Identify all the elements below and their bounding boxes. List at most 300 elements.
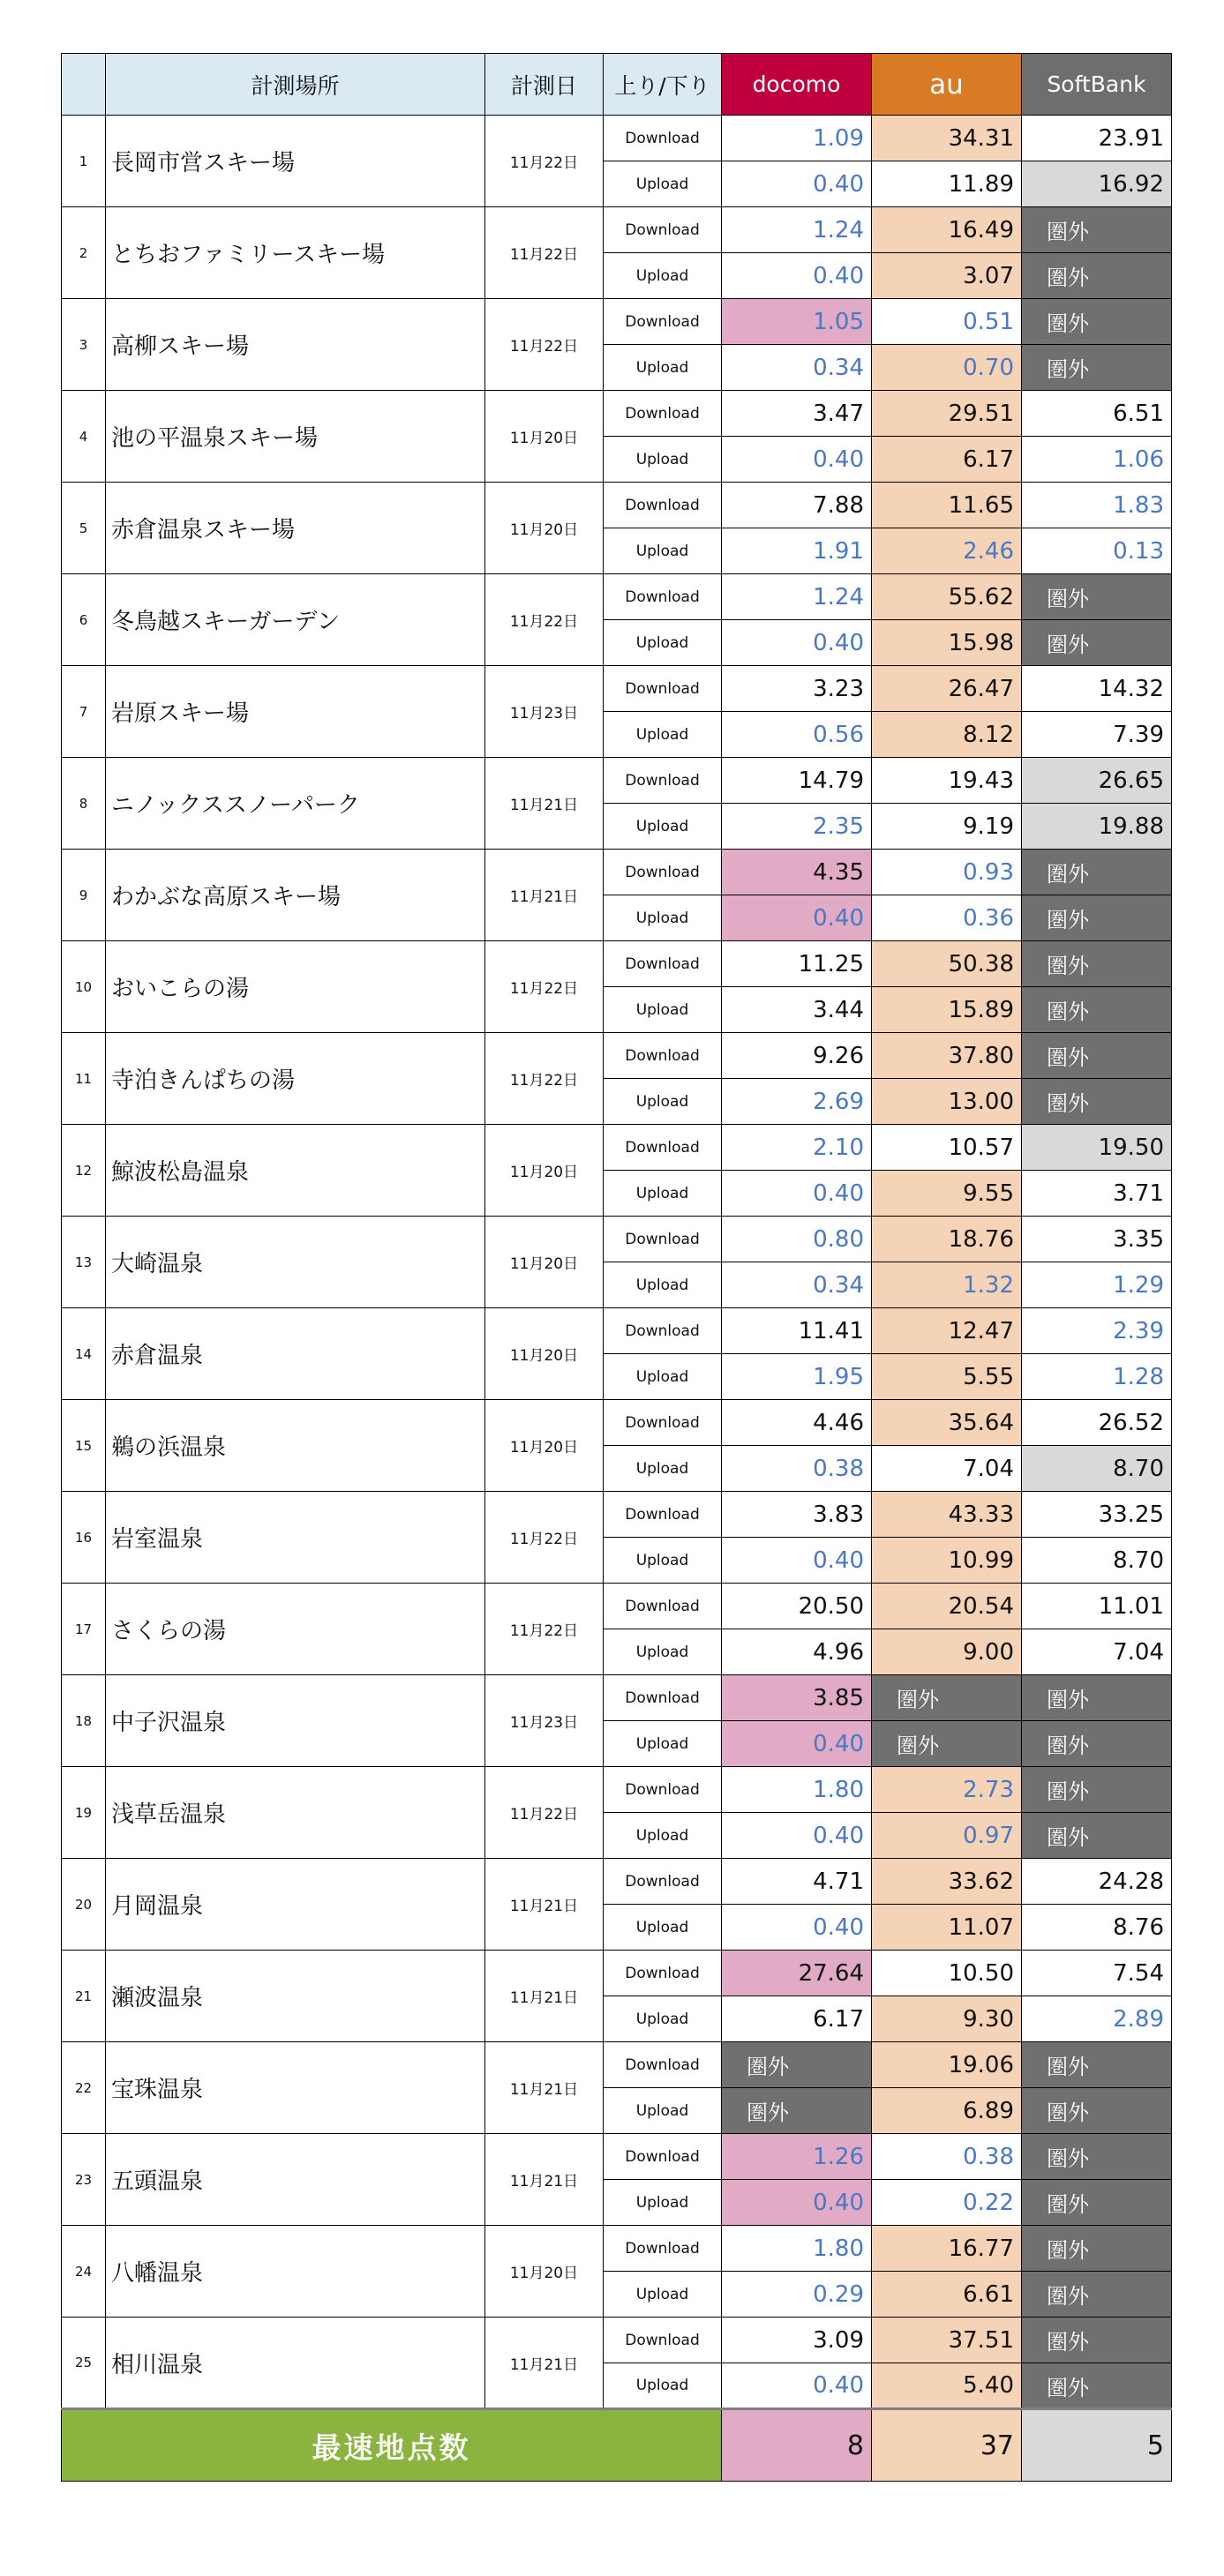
location-name: 瀬波温泉 [106, 1951, 485, 2042]
table-row-download [62, 1584, 1172, 1629]
direction-label: Download [604, 574, 722, 620]
au-value: 1.32 [872, 1262, 1022, 1308]
measure-date: 11月20日 [485, 1125, 604, 1217]
direction-label: Upload [604, 528, 722, 574]
summary-docomo: 8 [722, 2409, 872, 2482]
row-number: 13 [62, 1217, 106, 1308]
row-number: 14 [62, 1308, 106, 1400]
summary-label: 最速地点数 [62, 2409, 722, 2482]
softbank-value: 7.39 [1022, 712, 1172, 758]
au-value: 2.46 [872, 528, 1022, 574]
au-value: 圏外 [872, 1675, 1022, 1721]
docomo-value: 3.85 [722, 1675, 872, 1721]
softbank-value: 11.01 [1022, 1584, 1172, 1629]
softbank-value: 圏外 [1022, 2180, 1172, 2226]
row-number: 16 [62, 1492, 106, 1584]
direction-label: Upload [604, 1629, 722, 1675]
softbank-value: 圏外 [1022, 2042, 1172, 2088]
location-name: 鯨波松島温泉 [106, 1125, 485, 1217]
softbank-value: 圏外 [1022, 1813, 1172, 1859]
softbank-value: 圏外 [1022, 574, 1172, 620]
softbank-value: 33.25 [1022, 1492, 1172, 1538]
direction-label: Download [604, 1125, 722, 1171]
softbank-value: 圏外 [1022, 1721, 1172, 1767]
location-name: 岩室温泉 [106, 1492, 485, 1584]
docomo-value: 1.05 [722, 299, 872, 345]
measure-date: 11月22日 [485, 1584, 604, 1675]
direction-label: Download [604, 299, 722, 345]
direction-label: Download [604, 1217, 722, 1262]
direction-label: Download [604, 207, 722, 253]
softbank-value: 圏外 [1022, 299, 1172, 345]
measure-date: 11月21日 [485, 2134, 604, 2226]
softbank-value: 24.28 [1022, 1859, 1172, 1905]
table-row-download [62, 2318, 1172, 2363]
softbank-value: 3.35 [1022, 1217, 1172, 1262]
softbank-value: 圏外 [1022, 2088, 1172, 2134]
softbank-value: 圏外 [1022, 941, 1172, 987]
au-value: 5.40 [872, 2363, 1022, 2409]
direction-label: Upload [604, 2272, 722, 2318]
docomo-value: 0.40 [722, 620, 872, 666]
table-row-download [62, 1859, 1172, 1905]
au-value: 0.70 [872, 345, 1022, 391]
row-number: 21 [62, 1951, 106, 2042]
direction-label: Upload [604, 1996, 722, 2042]
measure-date: 11月22日 [485, 116, 604, 207]
softbank-value: 圏外 [1022, 2318, 1172, 2363]
au-value: 37.51 [872, 2318, 1022, 2363]
direction-label: Download [604, 758, 722, 804]
measure-date: 11月22日 [485, 1033, 604, 1125]
softbank-value: 圏外 [1022, 253, 1172, 299]
row-number: 11 [62, 1033, 106, 1125]
softbank-value: 19.88 [1022, 804, 1172, 850]
direction-label: Upload [604, 1538, 722, 1584]
softbank-value: 圏外 [1022, 2272, 1172, 2318]
docomo-value: 4.35 [722, 850, 872, 895]
direction-label: Upload [604, 1813, 722, 1859]
softbank-value: 1.06 [1022, 437, 1172, 483]
location-name: 相川温泉 [106, 2318, 485, 2409]
au-value: 37.80 [872, 1033, 1022, 1079]
softbank-value: 圏外 [1022, 345, 1172, 391]
location-name: 浅草岳温泉 [106, 1767, 485, 1859]
row-number: 8 [62, 758, 106, 850]
softbank-value: 圏外 [1022, 2363, 1172, 2409]
measure-date: 11月23日 [485, 666, 604, 758]
direction-label: Upload [604, 1171, 722, 1217]
softbank-value: 16.92 [1022, 161, 1172, 207]
softbank-value: 7.54 [1022, 1951, 1172, 1996]
direction-label: Upload [604, 345, 722, 391]
docomo-value: 3.09 [722, 2318, 872, 2363]
softbank-value: 2.39 [1022, 1308, 1172, 1354]
au-value: 8.12 [872, 712, 1022, 758]
measure-date: 11月20日 [485, 2226, 604, 2318]
table-row-download [62, 1951, 1172, 1996]
direction-label: Upload [604, 2088, 722, 2134]
docomo-value: 3.47 [722, 391, 872, 437]
docomo-value: 0.40 [722, 2363, 872, 2409]
softbank-value: 1.29 [1022, 1262, 1172, 1308]
docomo-value: 0.40 [722, 1721, 872, 1767]
row-number: 7 [62, 666, 106, 758]
direction-label: Download [604, 666, 722, 712]
direction-label: Upload [604, 1721, 722, 1767]
header-au: au [872, 54, 1022, 116]
location-name: 八幡温泉 [106, 2226, 485, 2318]
au-value: 10.57 [872, 1125, 1022, 1171]
location-name: 赤倉温泉スキー場 [106, 483, 485, 574]
direction-label: Download [604, 1033, 722, 1079]
au-value: 0.51 [872, 299, 1022, 345]
header-row [62, 54, 1172, 116]
row-number: 17 [62, 1584, 106, 1675]
softbank-value: 圏外 [1022, 620, 1172, 666]
measure-date: 11月20日 [485, 483, 604, 574]
docomo-value: 27.64 [722, 1951, 872, 1996]
header-no [62, 54, 106, 116]
row-number: 15 [62, 1400, 106, 1492]
docomo-value: 0.38 [722, 1446, 872, 1492]
docomo-value: 0.40 [722, 161, 872, 207]
table-row-download [62, 1217, 1172, 1262]
softbank-value: 圏外 [1022, 987, 1172, 1033]
docomo-value: 0.40 [722, 1538, 872, 1584]
row-number: 23 [62, 2134, 106, 2226]
direction-label: Upload [604, 620, 722, 666]
location-name: 岩原スキー場 [106, 666, 485, 758]
direction-label: Download [604, 1400, 722, 1446]
row-number: 24 [62, 2226, 106, 2318]
au-value: 11.07 [872, 1905, 1022, 1951]
docomo-value: 0.40 [722, 1813, 872, 1859]
au-value: 10.99 [872, 1538, 1022, 1584]
table-row-download [62, 1492, 1172, 1538]
direction-label: Download [604, 1308, 722, 1354]
au-value: 圏外 [872, 1721, 1022, 1767]
softbank-value: 26.52 [1022, 1400, 1172, 1446]
au-value: 7.04 [872, 1446, 1022, 1492]
table-body [62, 116, 1172, 2409]
direction-label: Upload [604, 1262, 722, 1308]
location-name: おいこらの湯 [106, 941, 485, 1033]
docomo-value: 1.91 [722, 528, 872, 574]
au-value: 55.62 [872, 574, 1022, 620]
header-date: 計測日 [485, 54, 604, 116]
docomo-value: 1.09 [722, 116, 872, 161]
docomo-value: 1.80 [722, 1767, 872, 1813]
summary-au: 37 [872, 2409, 1022, 2482]
location-name: わかぶな高原スキー場 [106, 850, 485, 941]
direction-label: Download [604, 483, 722, 528]
direction-label: Upload [604, 895, 722, 941]
row-number: 19 [62, 1767, 106, 1859]
docomo-value: 6.17 [722, 1996, 872, 2042]
row-number: 1 [62, 116, 106, 207]
au-value: 11.89 [872, 161, 1022, 207]
au-value: 6.61 [872, 2272, 1022, 2318]
direction-label: Upload [604, 2363, 722, 2409]
docomo-value: 0.40 [722, 1171, 872, 1217]
au-value: 20.54 [872, 1584, 1022, 1629]
direction-label: Download [604, 2134, 722, 2180]
location-name: 高柳スキー場 [106, 299, 485, 391]
softbank-value: 3.71 [1022, 1171, 1172, 1217]
table-row-download [62, 1308, 1172, 1354]
docomo-value: 7.88 [722, 483, 872, 528]
docomo-value: 2.35 [722, 804, 872, 850]
docomo-value: 圏外 [722, 2088, 872, 2134]
docomo-value: 3.44 [722, 987, 872, 1033]
header-direction: 上り/下り [604, 54, 722, 116]
docomo-value: 1.24 [722, 574, 872, 620]
measure-date: 11月20日 [485, 1217, 604, 1308]
au-value: 9.30 [872, 1996, 1022, 2042]
measure-date: 11月22日 [485, 299, 604, 391]
au-value: 19.43 [872, 758, 1022, 804]
docomo-value: 2.10 [722, 1125, 872, 1171]
au-value: 9.19 [872, 804, 1022, 850]
docomo-value: 0.34 [722, 345, 872, 391]
au-value: 6.17 [872, 437, 1022, 483]
au-value: 0.22 [872, 2180, 1022, 2226]
softbank-value: 2.89 [1022, 1996, 1172, 2042]
location-name: とちおファミリースキー場 [106, 207, 485, 299]
direction-label: Download [604, 1767, 722, 1813]
au-value: 9.55 [872, 1171, 1022, 1217]
softbank-value: 圏外 [1022, 2134, 1172, 2180]
softbank-value: 19.50 [1022, 1125, 1172, 1171]
measure-date: 11月21日 [485, 2318, 604, 2409]
row-number: 10 [62, 941, 106, 1033]
direction-label: Upload [604, 1905, 722, 1951]
direction-label: Download [604, 850, 722, 895]
measure-date: 11月21日 [485, 1951, 604, 2042]
header-softbank: SoftBank [1022, 54, 1172, 116]
direction-label: Upload [604, 804, 722, 850]
direction-label: Upload [604, 987, 722, 1033]
row-number: 5 [62, 483, 106, 574]
summary-row [62, 2409, 1172, 2482]
measure-date: 11月21日 [485, 1859, 604, 1951]
au-value: 0.38 [872, 2134, 1022, 2180]
softbank-value: 圏外 [1022, 895, 1172, 941]
location-name: 月岡温泉 [106, 1859, 485, 1951]
docomo-value: 1.80 [722, 2226, 872, 2272]
table-row-download [62, 1675, 1172, 1721]
direction-label: Download [604, 1675, 722, 1721]
row-number: 2 [62, 207, 106, 299]
direction-label: Download [604, 1951, 722, 1996]
table-row-download [62, 207, 1172, 253]
location-name: 宝珠温泉 [106, 2042, 485, 2134]
row-number: 4 [62, 391, 106, 483]
docomo-value: 0.29 [722, 2272, 872, 2318]
docomo-value: 3.83 [722, 1492, 872, 1538]
measure-date: 11月21日 [485, 758, 604, 850]
au-value: 0.97 [872, 1813, 1022, 1859]
measure-date: 11月22日 [485, 1492, 604, 1584]
direction-label: Upload [604, 437, 722, 483]
direction-label: Download [604, 2042, 722, 2088]
speed-test-table [61, 53, 1172, 2482]
table-row-download [62, 758, 1172, 804]
au-value: 33.62 [872, 1859, 1022, 1905]
docomo-value: 0.34 [722, 1262, 872, 1308]
au-value: 16.49 [872, 207, 1022, 253]
au-value: 26.47 [872, 666, 1022, 712]
measure-date: 11月22日 [485, 941, 604, 1033]
measure-date: 11月21日 [485, 2042, 604, 2134]
docomo-value: 2.69 [722, 1079, 872, 1125]
direction-label: Download [604, 391, 722, 437]
measure-date: 11月20日 [485, 1400, 604, 1492]
docomo-value: 0.40 [722, 253, 872, 299]
au-value: 29.51 [872, 391, 1022, 437]
row-number: 9 [62, 850, 106, 941]
location-name: 大崎温泉 [106, 1217, 485, 1308]
softbank-value: 圏外 [1022, 2226, 1172, 2272]
table-row-download [62, 1400, 1172, 1446]
summary-softbank: 5 [1022, 2409, 1172, 2482]
table-row-download [62, 116, 1172, 161]
measure-date: 11月22日 [485, 574, 604, 666]
docomo-value: 9.26 [722, 1033, 872, 1079]
direction-label: Upload [604, 161, 722, 207]
location-name: 池の平温泉スキー場 [106, 391, 485, 483]
au-value: 0.36 [872, 895, 1022, 941]
softbank-value: 0.13 [1022, 528, 1172, 574]
au-value: 6.89 [872, 2088, 1022, 2134]
table-row-download [62, 574, 1172, 620]
table-row-download [62, 2134, 1172, 2180]
row-number: 6 [62, 574, 106, 666]
table-row-download [62, 1767, 1172, 1813]
softbank-value: 7.04 [1022, 1629, 1172, 1675]
docomo-value: 0.40 [722, 437, 872, 483]
docomo-value: 11.25 [722, 941, 872, 987]
au-value: 16.77 [872, 2226, 1022, 2272]
row-number: 22 [62, 2042, 106, 2134]
au-value: 9.00 [872, 1629, 1022, 1675]
docomo-value: 圏外 [722, 2042, 872, 2088]
docomo-value: 0.80 [722, 1217, 872, 1262]
au-value: 15.98 [872, 620, 1022, 666]
softbank-value: 23.91 [1022, 116, 1172, 161]
measure-date: 11月23日 [485, 1675, 604, 1767]
softbank-value: 8.76 [1022, 1905, 1172, 1951]
docomo-value: 1.26 [722, 2134, 872, 2180]
softbank-value: 1.83 [1022, 483, 1172, 528]
au-value: 3.07 [872, 253, 1022, 299]
docomo-value: 1.24 [722, 207, 872, 253]
header-docomo: docomo [722, 54, 872, 116]
location-name: ニノックススノーパーク [106, 758, 485, 850]
location-name: 中子沢温泉 [106, 1675, 485, 1767]
docomo-value: 11.41 [722, 1308, 872, 1354]
direction-label: Download [604, 941, 722, 987]
row-number: 18 [62, 1675, 106, 1767]
softbank-value: 1.28 [1022, 1354, 1172, 1400]
direction-label: Upload [604, 1354, 722, 1400]
docomo-value: 1.95 [722, 1354, 872, 1400]
table-row-download [62, 1125, 1172, 1171]
location-name: 鵜の浜温泉 [106, 1400, 485, 1492]
measure-date: 11月22日 [485, 1767, 604, 1859]
softbank-value: 6.51 [1022, 391, 1172, 437]
table-row-download [62, 850, 1172, 895]
direction-label: Upload [604, 253, 722, 299]
direction-label: Download [604, 1859, 722, 1905]
table-row-download [62, 483, 1172, 528]
measure-date: 11月20日 [485, 1308, 604, 1400]
docomo-value: 4.71 [722, 1859, 872, 1905]
table-row-download [62, 299, 1172, 345]
table-row-download [62, 2226, 1172, 2272]
location-name: 長岡市営スキー場 [106, 116, 485, 207]
header-location: 計測場所 [106, 54, 485, 116]
softbank-value: 圏外 [1022, 850, 1172, 895]
direction-label: Upload [604, 2180, 722, 2226]
softbank-value: 26.65 [1022, 758, 1172, 804]
au-value: 43.33 [872, 1492, 1022, 1538]
au-value: 19.06 [872, 2042, 1022, 2088]
row-number: 20 [62, 1859, 106, 1951]
direction-label: Upload [604, 1079, 722, 1125]
measure-date: 11月21日 [485, 850, 604, 941]
docomo-value: 3.23 [722, 666, 872, 712]
docomo-value: 0.56 [722, 712, 872, 758]
softbank-value: 圏外 [1022, 1079, 1172, 1125]
direction-label: Download [604, 2226, 722, 2272]
au-value: 15.89 [872, 987, 1022, 1033]
au-value: 5.55 [872, 1354, 1022, 1400]
row-number: 25 [62, 2318, 106, 2409]
row-number: 12 [62, 1125, 106, 1217]
au-value: 35.64 [872, 1400, 1022, 1446]
table-row-download [62, 941, 1172, 987]
measure-date: 11月20日 [485, 391, 604, 483]
direction-label: Upload [604, 1446, 722, 1492]
au-value: 34.31 [872, 116, 1022, 161]
direction-label: Download [604, 1584, 722, 1629]
au-value: 12.47 [872, 1308, 1022, 1354]
docomo-value: 0.40 [722, 2180, 872, 2226]
direction-label: Download [604, 116, 722, 161]
au-value: 18.76 [872, 1217, 1022, 1262]
softbank-value: 8.70 [1022, 1538, 1172, 1584]
docomo-value: 0.40 [722, 1905, 872, 1951]
location-name: 寺泊きんぱちの湯 [106, 1033, 485, 1125]
softbank-value: 圏外 [1022, 207, 1172, 253]
au-value: 10.50 [872, 1951, 1022, 1996]
location-name: 五頭温泉 [106, 2134, 485, 2226]
location-name: 冬鳥越スキーガーデン [106, 574, 485, 666]
table-row-download [62, 391, 1172, 437]
au-value: 0.93 [872, 850, 1022, 895]
docomo-value: 4.46 [722, 1400, 872, 1446]
docomo-value: 20.50 [722, 1584, 872, 1629]
softbank-value: 8.70 [1022, 1446, 1172, 1492]
docomo-value: 0.40 [722, 895, 872, 941]
direction-label: Upload [604, 712, 722, 758]
direction-label: Download [604, 1492, 722, 1538]
docomo-value: 4.96 [722, 1629, 872, 1675]
softbank-value: 14.32 [1022, 666, 1172, 712]
docomo-value: 14.79 [722, 758, 872, 804]
